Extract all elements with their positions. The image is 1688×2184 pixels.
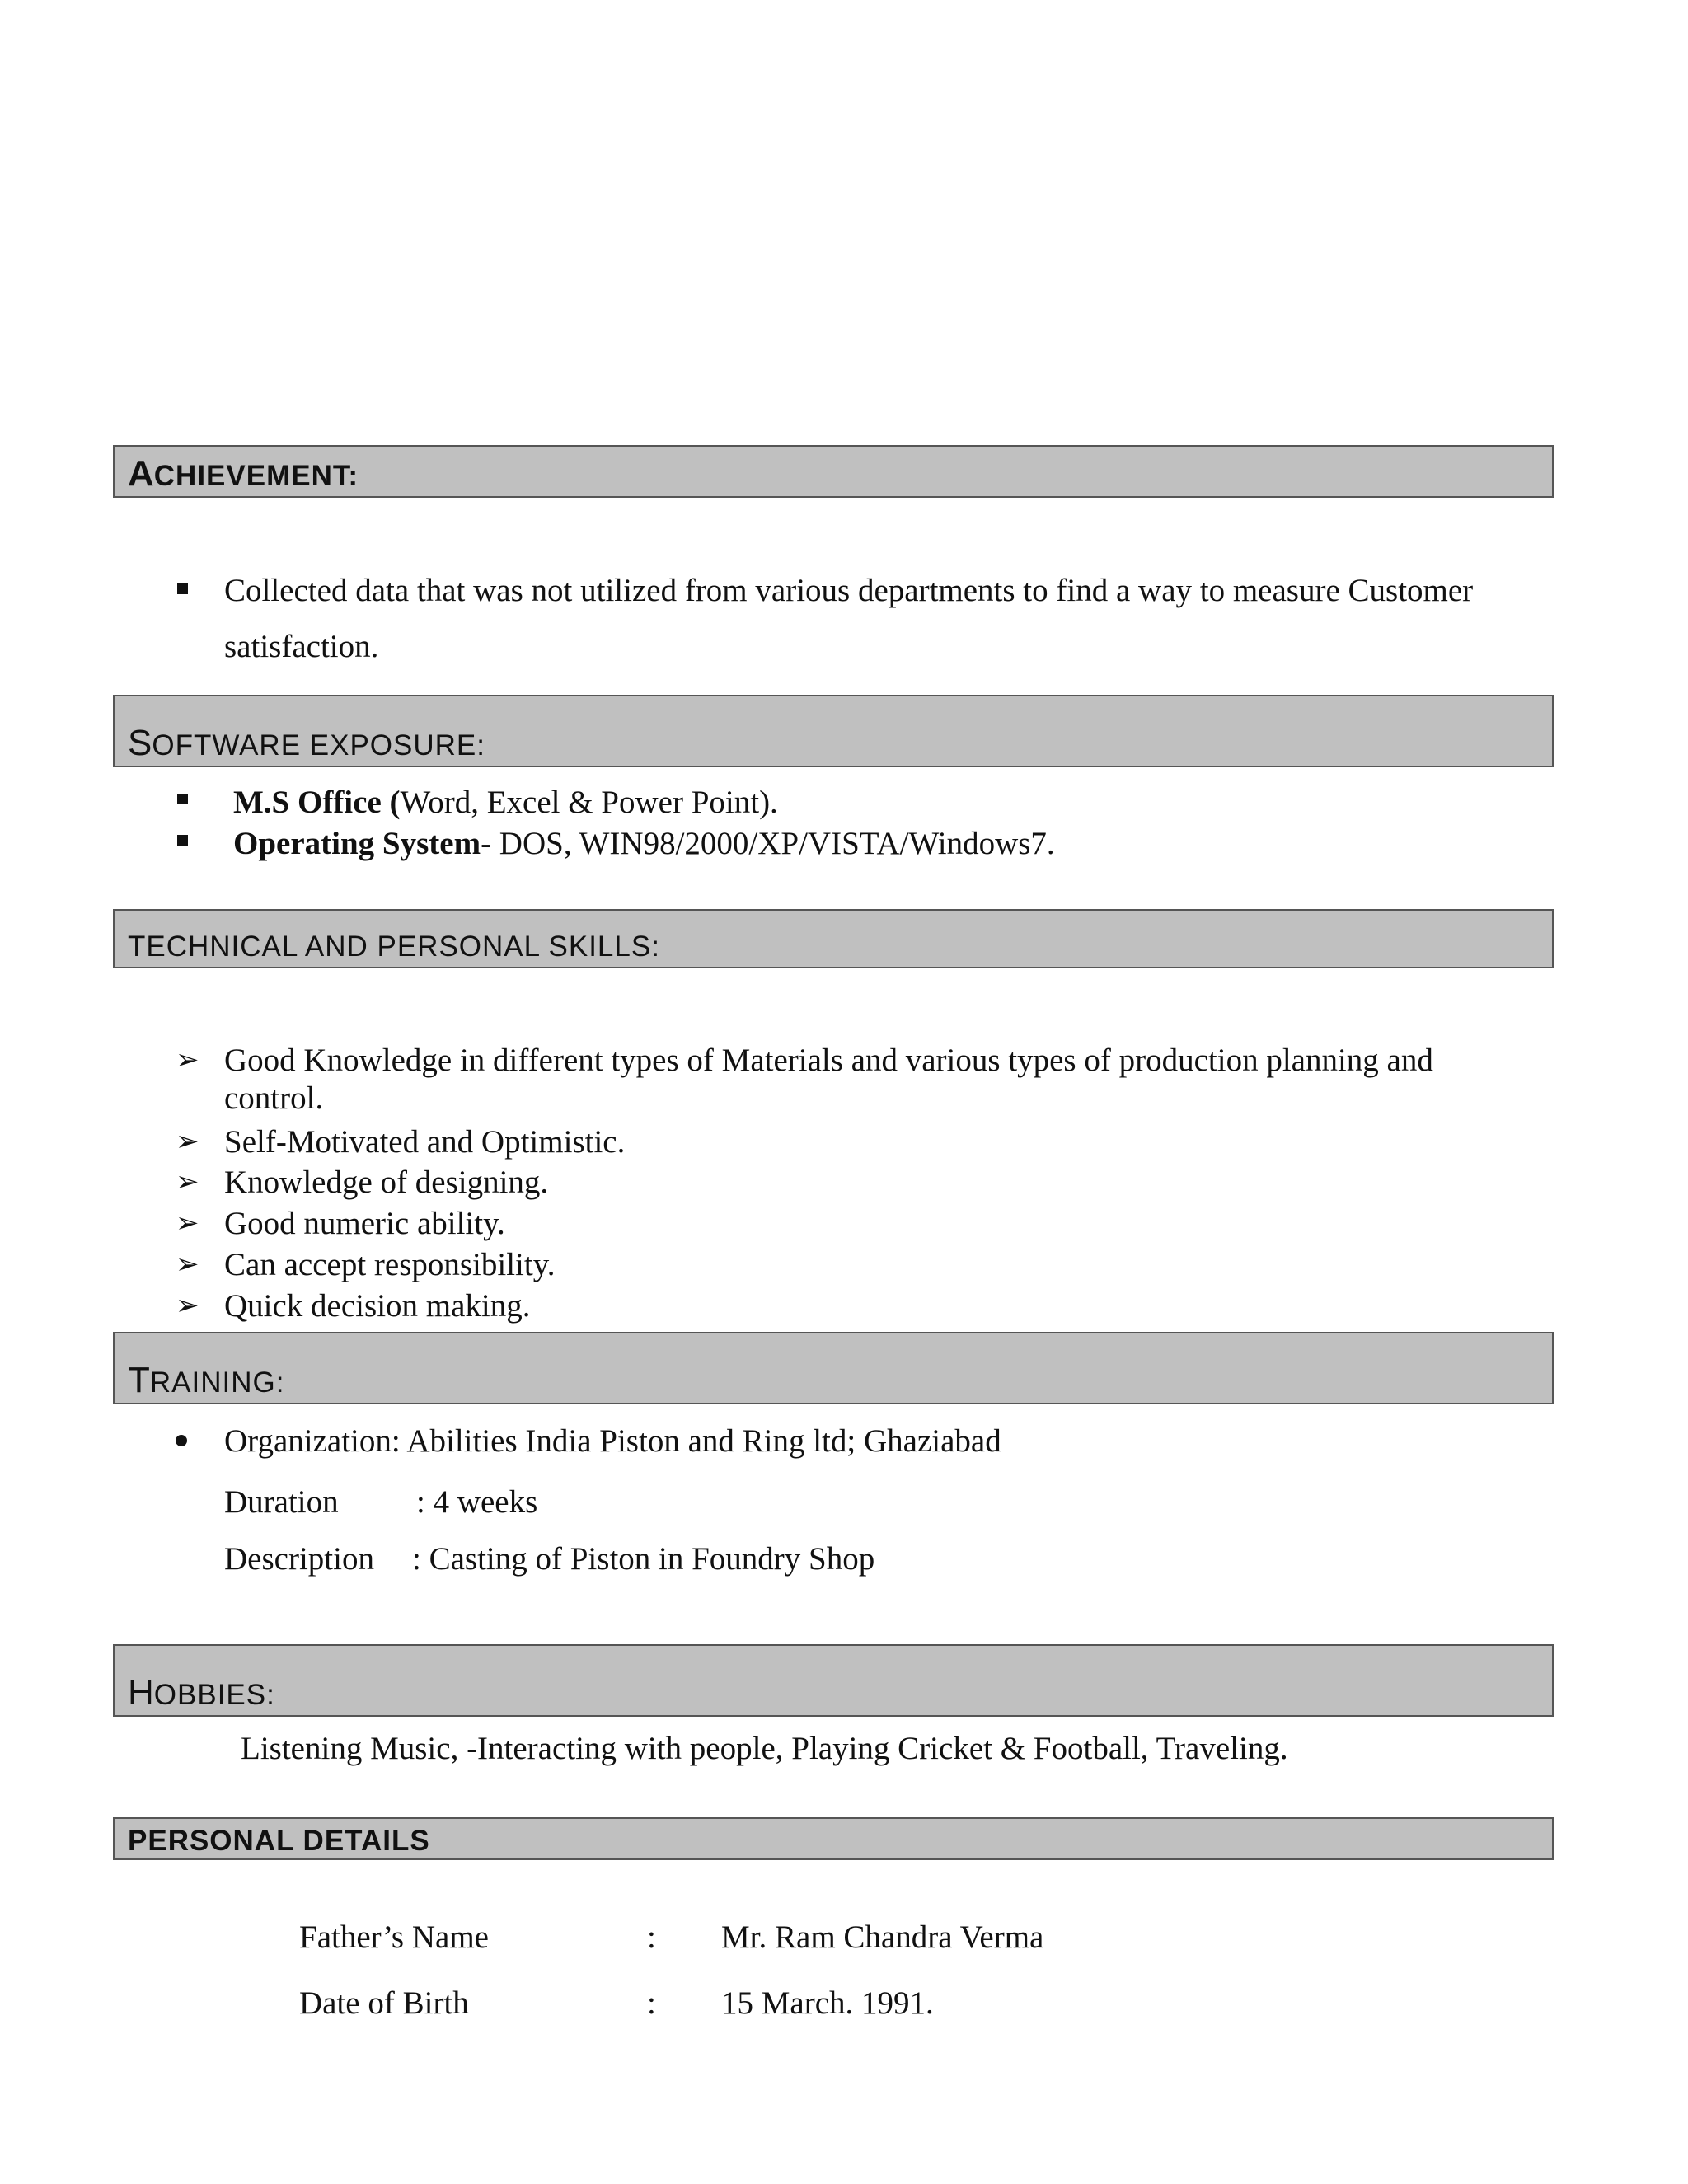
skills-item: Good numeric ability. <box>224 1206 505 1241</box>
skills-item: Good Knowledge in different types of Materials and various types of production planning and <box>224 1043 1433 1078</box>
training-heading <box>113 1332 1554 1404</box>
personal-row-value: Mr. Ram Chandra Verma <box>721 1919 1044 1955</box>
square-bullet-icon <box>177 583 188 594</box>
hobbies-heading-cap: H <box>128 1672 154 1713</box>
software-item-os <box>233 827 1055 860</box>
training-duration-label: Duration <box>224 1484 339 1520</box>
arrow-bullet-icon: ➢ <box>176 1125 199 1158</box>
software-heading-rest: OFTWARE EXPOSURE: <box>152 729 485 762</box>
personal-row-label: Date of Birth <box>299 1985 469 2021</box>
software-item-office-bold: M.S Office ( <box>233 785 401 820</box>
achievement-heading <box>113 445 1554 498</box>
software-item-os-bold: Operating System <box>233 826 481 861</box>
software-heading-cap: S <box>128 723 152 763</box>
skills-heading-text: TECHNICAL AND PERSONAL SKILLS: <box>128 930 660 963</box>
achievement-item-line1: Collected data that was not utilized from various departments to find a way to measure Customer <box>224 573 1474 608</box>
software-heading <box>113 695 1554 767</box>
arrow-bullet-icon: ➢ <box>176 1165 199 1198</box>
skills-item: Quick decision making. <box>224 1288 531 1324</box>
achievement-heading-rest: CHIEVEMENT: <box>153 460 359 492</box>
arrow-bullet-icon: ➢ <box>176 1289 199 1322</box>
skills-heading <box>113 909 1554 968</box>
skills-item: Knowledge of designing. <box>224 1165 549 1200</box>
personal-row-sep: : <box>647 1919 656 1955</box>
training-description-value: : Casting of Piston in Foundry Shop <box>412 1541 875 1577</box>
round-bullet-icon <box>176 1435 187 1446</box>
personal-row-label: Father’s Name <box>299 1919 489 1955</box>
hobbies-heading-rest: OBBIES: <box>153 1679 275 1711</box>
software-item-office <box>233 786 778 818</box>
hobbies-heading <box>113 1644 1554 1717</box>
personal-row-sep: : <box>647 1985 656 2021</box>
software-item-os-text: - DOS, WIN98/2000/XP/VISTA/Windows7. <box>481 826 1055 861</box>
hobbies-text: Listening Music, -Interacting with people, Playing Cricket & Football, Traveling. <box>241 1731 1288 1766</box>
training-organization: Organization: Abilities India Piston and Ring ltd; Ghaziabad <box>224 1423 1001 1459</box>
personal-heading <box>113 1817 1554 1860</box>
square-bullet-icon <box>177 794 188 804</box>
arrow-bullet-icon: ➢ <box>176 1043 199 1076</box>
training-description-label: Description <box>224 1541 374 1577</box>
arrow-bullet-icon: ➢ <box>176 1248 199 1281</box>
training-heading-rest: RAINING: <box>149 1366 285 1399</box>
personal-heading-text: PERSONAL DETAILS <box>128 1825 430 1857</box>
achievement-heading-cap: A <box>128 453 154 494</box>
skills-item: Self-Motivated and Optimistic. <box>224 1124 626 1160</box>
skills-item: control. <box>224 1080 324 1116</box>
software-item-office-text: Word, Excel & Power Point). <box>400 785 778 820</box>
skills-item: Can accept responsibility. <box>224 1247 556 1282</box>
training-duration-value: : 4 weeks <box>416 1484 538 1520</box>
square-bullet-icon <box>177 835 188 846</box>
personal-row-value: 15 March. 1991. <box>721 1985 934 2021</box>
arrow-bullet-icon: ➢ <box>176 1207 199 1240</box>
training-heading-cap: T <box>128 1360 150 1400</box>
achievement-item-line2: satisfaction. <box>224 629 379 664</box>
